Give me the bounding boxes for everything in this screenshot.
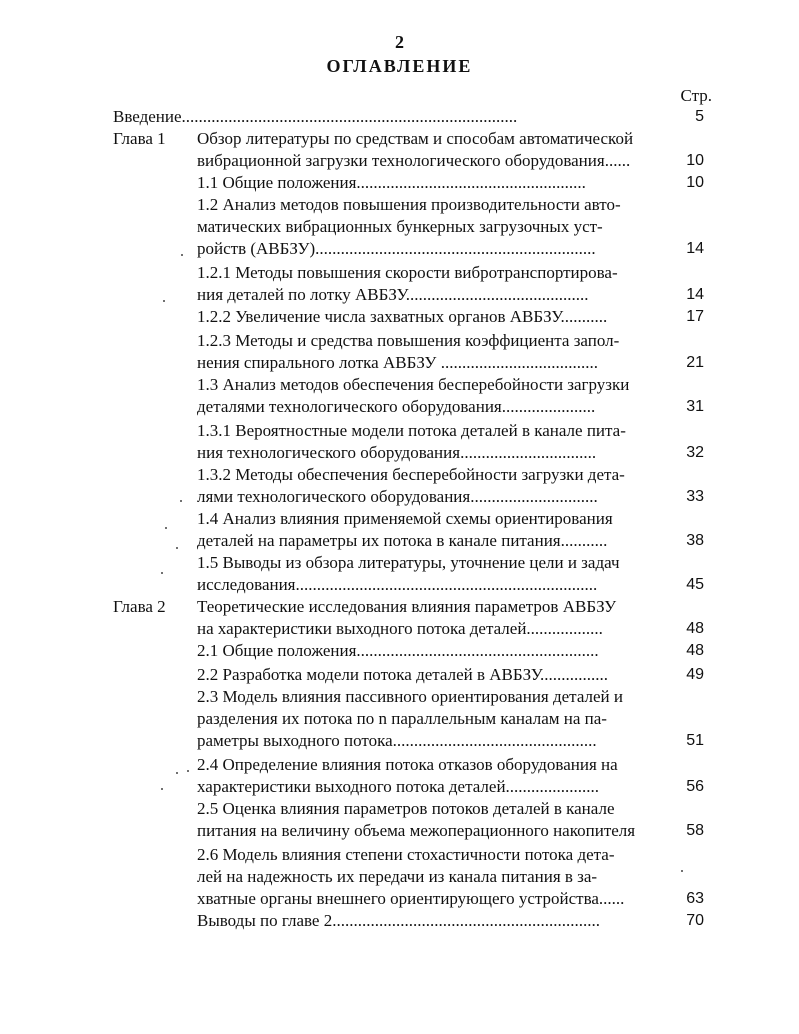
toc-line: 2.1 Общие положения......................................................... [197,641,599,660]
page-ref: 32 [686,444,704,461]
document-title: ОГЛАВЛЕНИЕ [326,56,473,76]
page-ref: 17 [686,308,704,325]
toc-line-introduction: Введение............................................................................... [113,107,518,126]
chapter-label-1: Глава 1 [113,129,166,148]
toc-line: ния технологического оборудования................................ [197,443,597,462]
toc-line: 2.2 Разработка модели потока деталей в АВБЗУ................ [197,665,608,684]
toc-line: лей на надежность их передачи из канала питания в за- [197,867,598,886]
scan-speck [187,770,189,772]
toc-line: раметры выходного потока................................................ [197,731,597,750]
toc-line: 2.5 Оценка влияния параметров потоков деталей в канале [197,799,615,818]
page-ref: 14 [686,240,704,257]
toc-line: деталями технологического оборудования...................... [197,397,596,416]
toc-line: 2.4 Определение влияния потока отказов оборудования на [197,755,618,774]
page-ref: 48 [686,620,704,637]
toc-line: 1.5 Выводы из обзора литературы, уточнение цели и задач [197,553,620,572]
page-ref: 63 [686,890,704,907]
toc-line: питания на величину объема межоперационного накопителя [197,821,636,840]
page-ref: 70 [686,912,704,929]
toc-line: ния деталей по лотку АВБЗУ........................................... [197,285,589,304]
page-ref: 49 [686,666,704,683]
toc-line: на характеристики выходного потока деталей.................. [197,619,603,638]
scan-speck [163,300,165,302]
toc-line: 1.3.2 Методы обеспечения бесперебойности загрузки дета- [197,465,625,484]
toc-line: Выводы по главе 2............................................................... [197,911,600,930]
toc-line: разделения их потока по n параллельным каналам на па- [197,709,607,728]
page-ref: 10 [686,174,704,191]
scan-speck [176,547,178,549]
page-ref: 31 [686,398,704,415]
toc-line: деталей на параметры их потока в канале питания........... [197,531,608,550]
toc-line: 1.3.1 Вероятностные модели потока деталей в канале пита- [197,421,626,440]
toc-line: матических вибрационных бункерных загрузочных уст- [197,217,603,236]
toc-line: 1.2 Анализ методов повышения производительности авто- [197,195,621,214]
toc-line: 2.6 Модель влияния степени стохастичности потока дета- [197,845,615,864]
toc-line: Теоретические исследования влияния параметров АВБЗУ [197,597,617,616]
page-ref: 56 [686,778,704,795]
toc-line: 2.3 Модель влияния пассивного ориентирования деталей и [197,687,623,706]
page-ref: 48 [686,642,704,659]
page-ref: 38 [686,532,704,549]
page-ref: 14 [686,286,704,303]
toc-line: 1.2.1 Методы повышения скорости вибротранспортирова- [197,263,618,282]
toc-line: исследования....................................................................... [197,575,598,594]
toc-line: 1.2.2 Увеличение числа захватных органов АВБЗУ........... [197,307,608,326]
scan-speck [180,500,182,502]
scan-speck [165,527,167,529]
scan-speck [181,254,183,256]
page-number: 2 [395,32,404,52]
toc-line: нения спирального лотка АВБЗУ ..................................... [197,353,598,372]
toc-line: вибрационной загрузки технологического оборудования...... [197,151,631,170]
scan-speck [681,870,683,872]
scan-speck [161,572,163,574]
page-column-header: Стр. [680,86,712,105]
toc-line: 1.3 Анализ методов обеспечения бесперебойности загрузки [197,375,630,394]
chapter-label-2: Глава 2 [113,597,166,616]
toc-line: 1.4 Анализ влияния применяемой схемы ориентирования [197,509,613,528]
page-ref: 58 [686,822,704,839]
toc-line: хватные органы внешнего ориентирующего устройства...... [197,889,625,908]
page-ref: 51 [686,732,704,749]
page-ref: 21 [686,354,704,371]
toc-line: 1.2.3 Методы и средства повышения коэффициента запол- [197,331,620,350]
page-ref: 5 [695,108,704,125]
scan-speck [176,772,178,774]
toc-line: Обзор литературы по средствам и способам автоматической [197,129,634,148]
toc-line: характеристики выходного потока деталей...................... [197,777,600,796]
page-ref: 10 [686,152,704,169]
toc-line: ройств (АВБЗУ).................................................................. [197,239,596,258]
toc-line: лями технологического оборудования.............................. [197,487,598,506]
scan-speck [161,788,163,790]
toc-line: 1.1 Общие положения...................................................... [197,173,586,192]
page-ref: 33 [686,488,704,505]
page-ref: 45 [686,576,704,593]
